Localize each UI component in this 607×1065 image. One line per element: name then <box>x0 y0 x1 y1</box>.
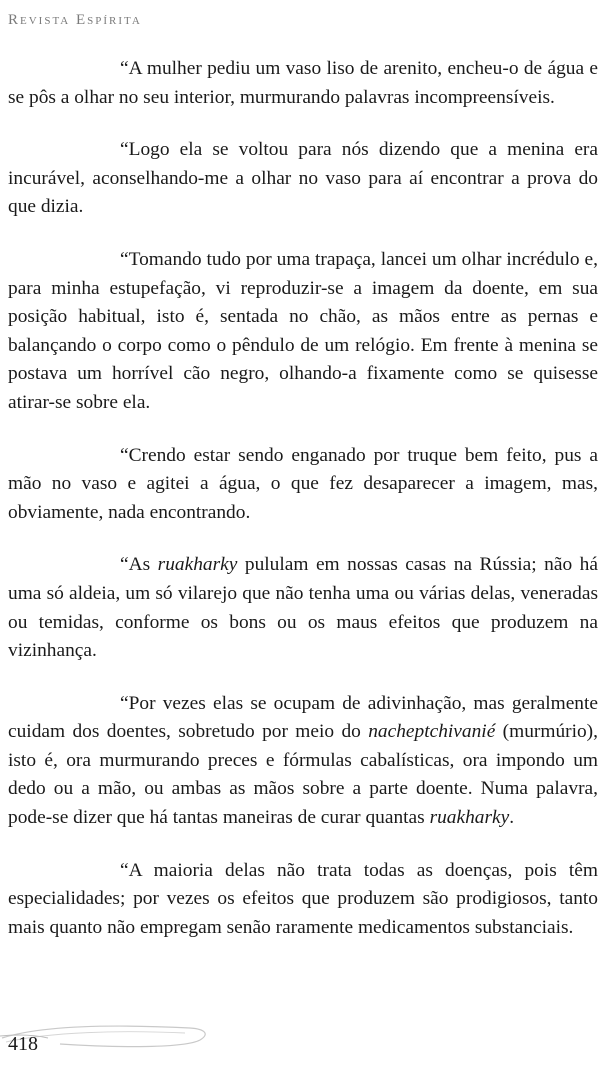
paragraph <box>8 551 598 665</box>
text-run: “Logo ela se voltou para nós dizendo que a menina era incurável, aconselhando-me a olhar no vaso para aí encontrar a prova do que dizia. <box>8 139 598 218</box>
text-run: pululam em nossas casas na Rússia; não há uma só aldeia, um só vilarejo que não tenha uma ou várias delas, veneradas ou temidas, conforme os bons ou os maus efeitos que produzem na vizinhança. <box>8 554 598 662</box>
italic-term: ruakharky <box>429 807 510 829</box>
page-number: 418 <box>8 1033 38 1055</box>
paragraph <box>8 246 598 418</box>
paragraph <box>8 690 598 833</box>
text-run: . <box>509 807 515 829</box>
italic-term: ruakharky <box>157 554 238 576</box>
paragraph <box>8 136 598 222</box>
text-run: “A maioria delas não trata todas as doenças, pois têm especialidades; por vezes os efeitos que produzem são prodigiosos, tanto mais quanto não empregam senão raramente medicamentos substanciais. <box>8 859 598 938</box>
text-run: “Tomando tudo por uma trapaça, lancei um olhar incrédulo e, para minha estupefação, vi reproduzir-se a imagem da doente, em sua posição habitual, isto é, sentada no chão, as mãos entre as pernas e balançando o corpo como o pêndulo de um relógio. Em frente à menina se postava um horrível cão negro, olhando-a fixamente como se quisesse atirar-se sobre ela. <box>8 248 598 413</box>
running-header: Revista Espírita <box>8 12 142 28</box>
page-footer <box>8 1032 228 1062</box>
text-run: “As <box>120 554 158 576</box>
text-run: “Por vezes elas se ocupam de adivinhação, mas geralmente cuidam dos doentes, sobretudo por meio do <box>8 692 598 743</box>
paragraph <box>8 55 598 112</box>
italic-term: nacheptchivanié <box>368 721 496 743</box>
body-text <box>8 55 598 966</box>
text-run: (murmúrio), isto é, ora murmurando preces e fórmulas cabalísticas, ora impondo um dedo ou a mão, ou ambas as mãos sobre a parte doente. Numa palavra, pode-se dizer que há tantas maneiras de curar quantas <box>8 721 598 829</box>
text-run: “Crendo estar sendo enganado por truque bem feito, pus a mão no vaso e agitei a água, o que fez desaparecer a imagem, mas, obviamente, nada encontrando. <box>8 444 598 523</box>
paragraph <box>8 857 598 943</box>
text-run: “A mulher pediu um vaso liso de arenito, encheu-o de água e se pôs a olhar no seu interior, murmurando palavras incompreensíveis. <box>8 58 598 108</box>
paragraph <box>8 442 598 528</box>
